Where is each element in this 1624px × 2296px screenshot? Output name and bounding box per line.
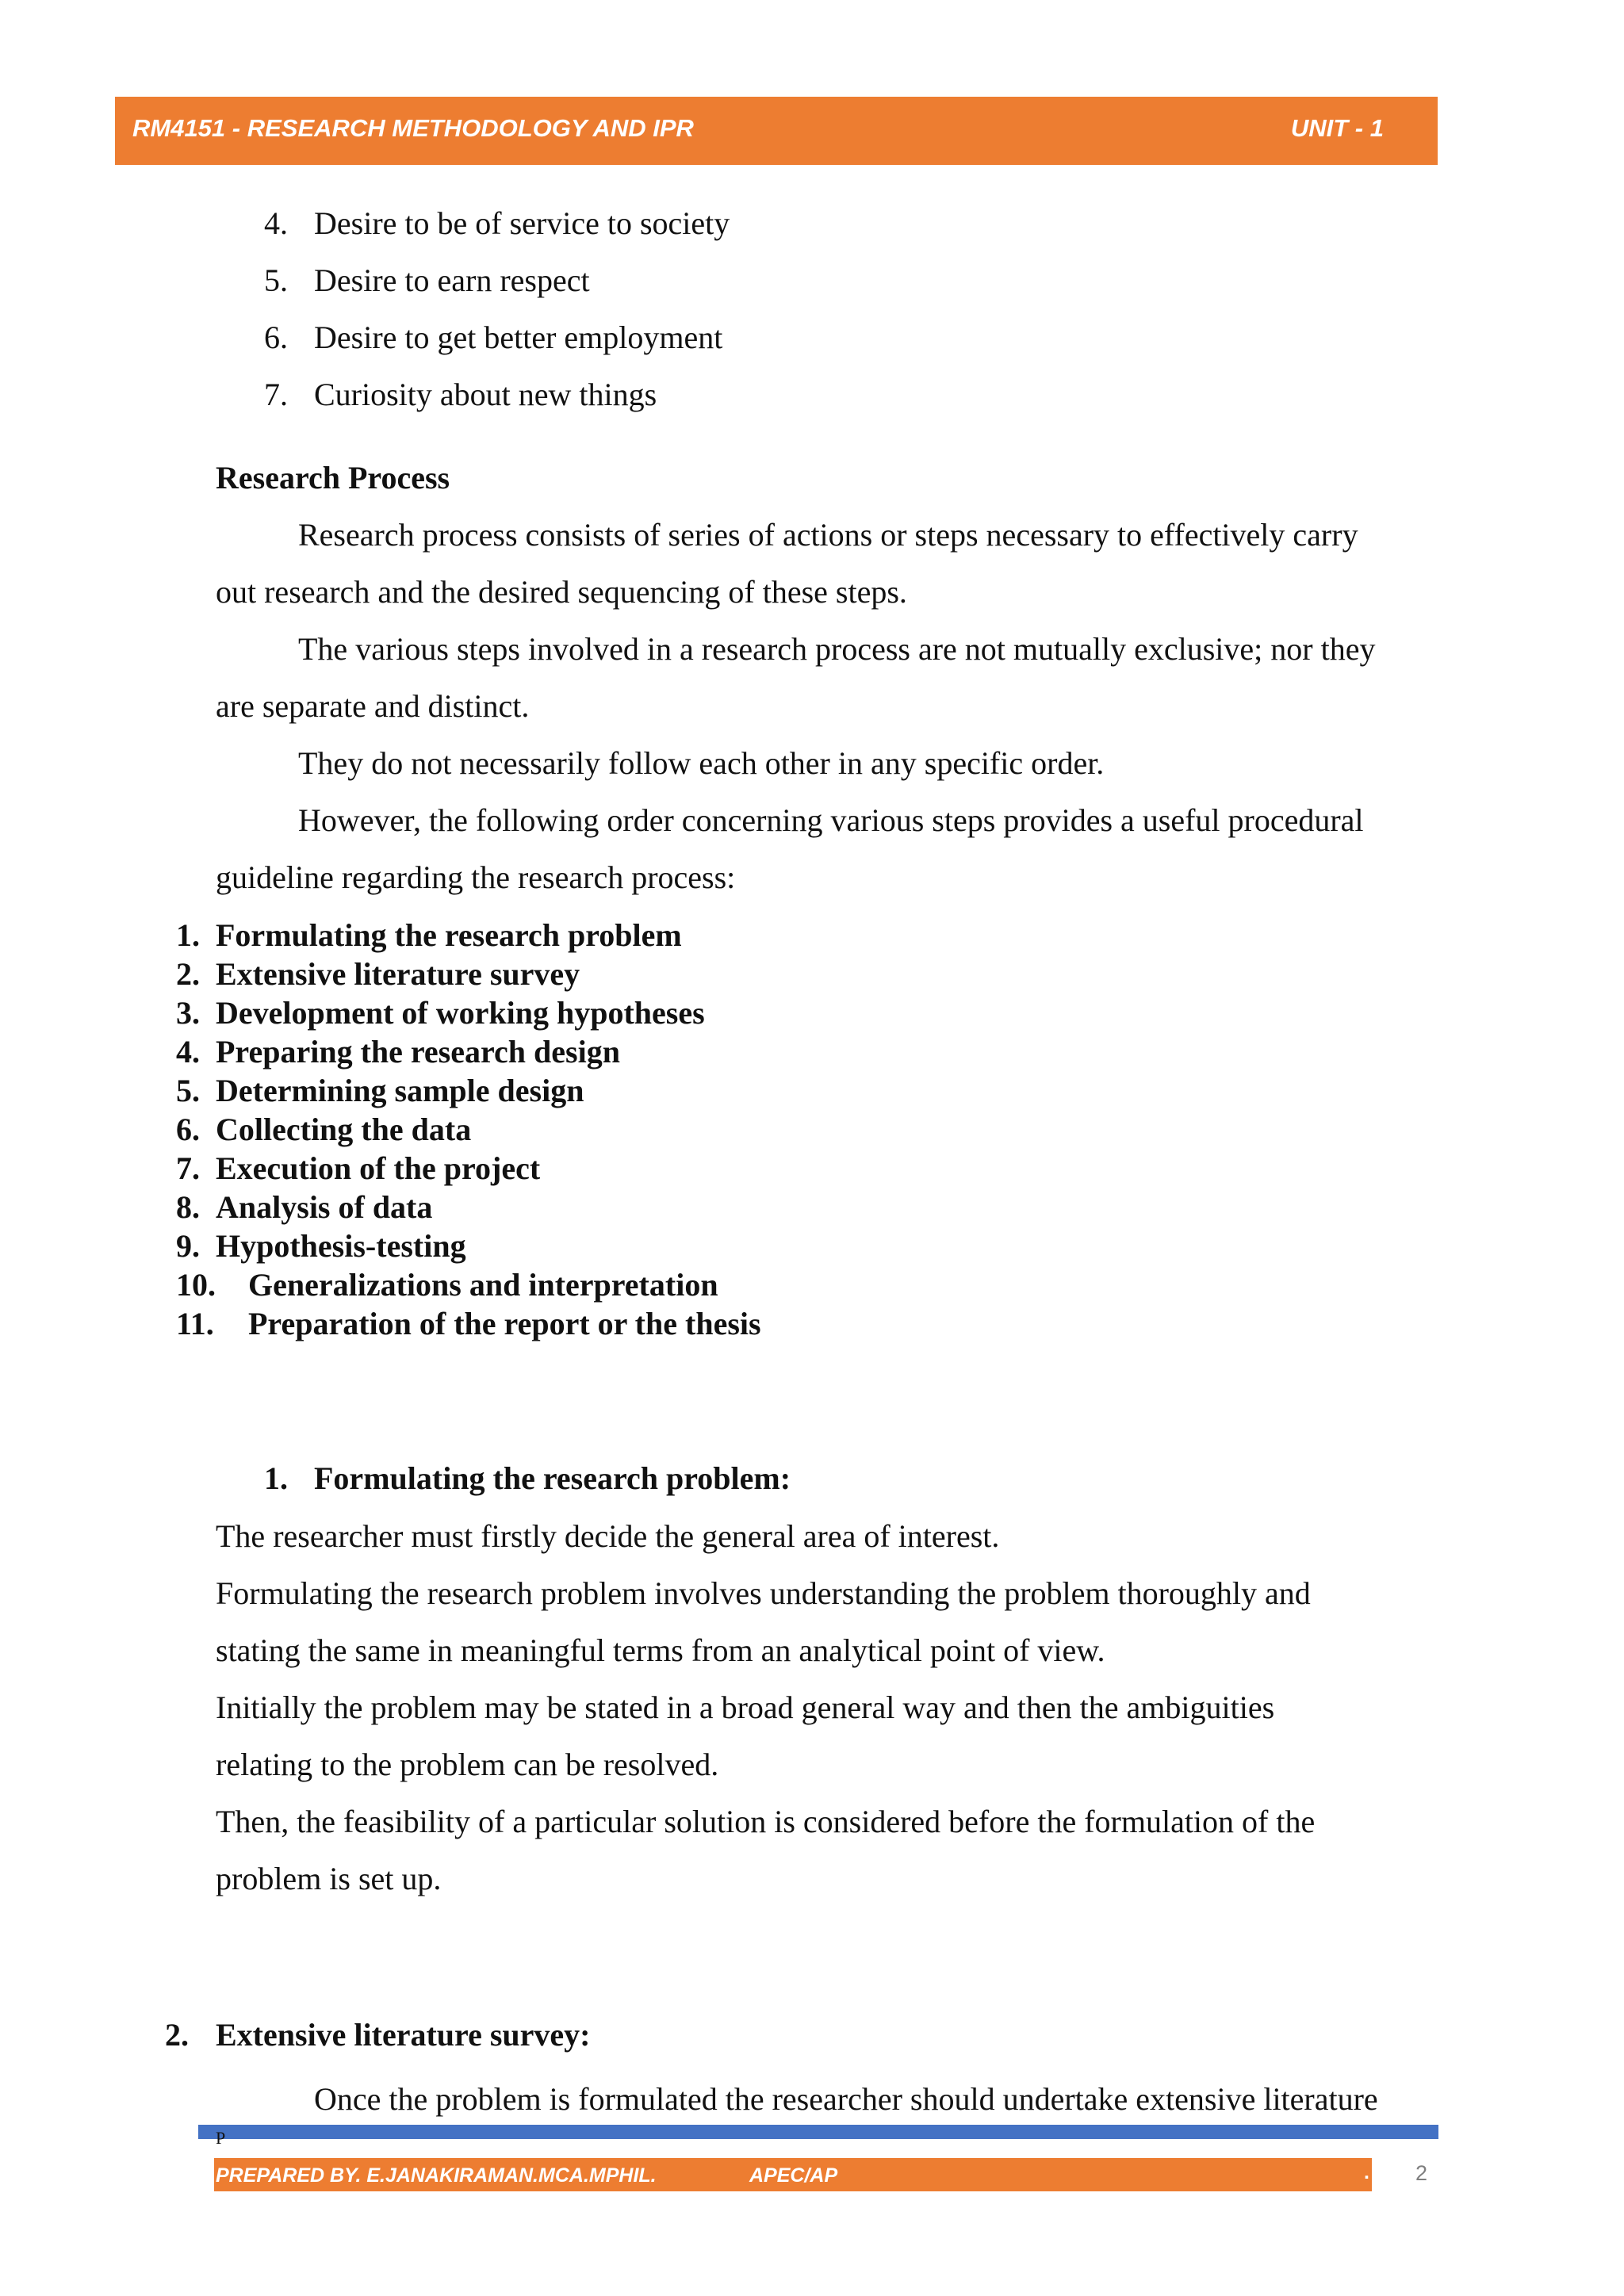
page-number: 2 [1415,2161,1428,2185]
paragraph-line: relating to the problem can be resolved. [216,1747,719,1782]
step-item: Execution of the project [216,1150,541,1186]
step-item: Generalizations and interpretation [248,1267,718,1303]
prepared-by: PREPARED BY. E.JANAKIRAMAN.MCA.MPHIL. [216,2164,657,2187]
list-item: Curiosity about new things [314,377,657,412]
step-item: Hypothesis-testing [216,1228,466,1264]
list-item: Desire to be of service to society [314,205,730,241]
section-heading: Extensive literature survey: [216,2017,591,2053]
step-number: 11. [176,1306,214,1341]
paragraph-line: Initially the problem may be stated in a broad general way and then the ambiguities [216,1689,1275,1725]
section-number: 2. [165,2017,189,2053]
step-number: 2. [176,956,200,992]
step-number: 3. [176,995,200,1031]
step-number: 6. [176,1112,200,1147]
footer-stray-letter: P [216,2128,226,2148]
footer-dot: . [1364,2161,1369,2183]
unit-label: UNIT - 1 [1290,114,1384,142]
step-item: Development of working hypotheses [216,995,705,1031]
step-number: 9. [176,1228,200,1264]
footer-rule [198,2125,1438,2139]
step-item: Analysis of data [216,1189,433,1225]
list-item-number: 6. [264,320,288,355]
organization: APEC/AP [749,2164,838,2187]
step-item: Preparation of the report or the thesis [248,1306,761,1341]
paragraph-line: are separate and distinct. [216,688,530,724]
step-number: 10. [176,1267,216,1303]
step-item: Determining sample design [216,1073,584,1108]
paragraph-line: Then, the feasibility of a particular solution is considered before the formulation of the [216,1804,1316,1839]
paragraph-line: The researcher must firstly decide the general area of interest. [216,1518,1000,1554]
paragraph-line: Formulating the research problem involves understanding the problem thoroughly and [216,1575,1311,1611]
page-footer [214,2158,1372,2191]
paragraph-line: Research process consists of series of actions or steps necessary to effectively carry [298,517,1358,553]
section-heading: Research Process [216,460,450,496]
step-number: 7. [176,1150,200,1186]
list-item-number: 7. [264,377,288,412]
list-item: Desire to get better employment [314,320,723,355]
paragraph-line: problem is set up. [216,1861,442,1896]
list-item: Desire to earn respect [314,262,590,298]
paragraph-line: The various steps involved in a research process are not mutually exclusive; nor they [298,631,1376,667]
step-number: 8. [176,1189,200,1225]
paragraph-line: They do not necessarily follow each other in any specific order. [298,745,1105,781]
section-number: 1. [264,1460,288,1496]
paragraph-line: Once the problem is formulated the researcher should undertake extensive literature [314,2081,1378,2117]
list-item-number: 5. [264,262,288,298]
step-item: Collecting the data [216,1112,472,1147]
page-header [115,97,1438,165]
paragraph-line: stating the same in meaningful terms from an analytical point of view. [216,1632,1105,1668]
step-item: Formulating the research problem [216,917,682,953]
list-item-number: 4. [264,205,288,241]
paragraph-line: However, the following order concerning various steps provides a useful procedural [298,802,1364,838]
step-number: 5. [176,1073,200,1108]
step-number: 1. [176,917,200,953]
paragraph-line: guideline regarding the research process: [216,859,736,895]
paragraph-line: out research and the desired sequencing of these steps. [216,574,907,610]
step-item: Preparing the research design [216,1034,620,1070]
course-title: RM4151 - RESEARCH METHODOLOGY AND IPR [132,114,694,142]
step-item: Extensive literature survey [216,956,580,992]
section-heading: Formulating the research problem: [314,1460,791,1496]
step-number: 4. [176,1034,200,1070]
